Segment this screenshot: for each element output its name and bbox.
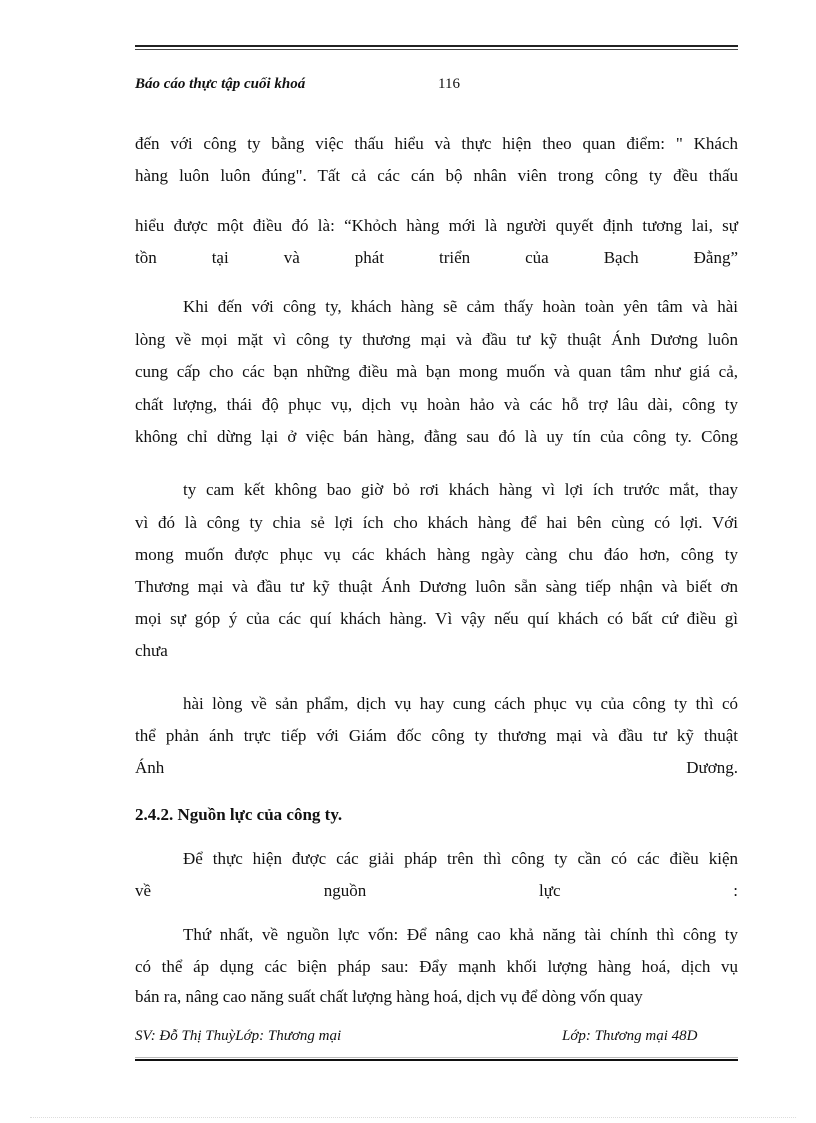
footer-rule-thin bbox=[135, 1057, 738, 1058]
page-number: 116 bbox=[438, 76, 460, 92]
footer-class: Lớp: Thương mại 48D bbox=[562, 1028, 698, 1044]
text-line: có thể áp dụng các biện pháp sau: Đẩy mạnh khối lượng hàng hoá, dịch vụ bbox=[135, 957, 738, 976]
text-line: Để thực hiện được các giải pháp trên thì công ty cần có các điều kiện bbox=[183, 849, 738, 868]
text-line: ty cam kết không bao giờ bỏ rơi khách hàng vì lợi ích trước mắt, thay bbox=[183, 480, 738, 499]
running-header-title: Báo cáo thực tập cuối khoá bbox=[135, 76, 306, 92]
text-line: lòng về mọi mặt vì công ty thương mại và đầu tư kỹ thuật Ánh Dương luôn bbox=[135, 330, 738, 349]
text-line: mong muốn được phục vụ các khách hàng ngày càng chu đáo hơn, công ty bbox=[135, 545, 738, 564]
header-rule-thin bbox=[135, 49, 738, 50]
text-line: hàng luôn luôn đúng". Tất cả các cán bộ nhân viên trong công ty đều thấu bbox=[135, 166, 738, 185]
text-line: tồn tại và phát triển của Bạch Đằng” bbox=[135, 248, 738, 267]
text-line: đến với công ty bằng việc thấu hiểu và thực hiện theo quan điểm: " Khách bbox=[135, 134, 738, 153]
section-heading: 2.4.2. Nguồn lực của công ty. bbox=[135, 805, 343, 824]
text-line: Khi đến với công ty, khách hàng sẽ cảm thấy hoàn toàn yên tâm và hài bbox=[183, 297, 738, 316]
text-line: chất lượng, thái độ phục vụ, dịch vụ hoàn hảo và các hỗ trợ lâu dài, công ty bbox=[135, 395, 738, 414]
text-line: về nguồn lực : bbox=[135, 881, 738, 900]
text-line: hài lòng về sản phẩm, dịch vụ hay cung cách phục vụ của công ty thì có bbox=[183, 694, 738, 713]
text-line: không chỉ dừng lại ở việc bán hàng, đằng sau đó là uy tín của công ty. Công bbox=[135, 427, 738, 446]
text-line: Thứ nhất, về nguồn lực vốn: Để nâng cao khả năng tài chính thì công ty bbox=[183, 925, 738, 944]
text-line: vì đó là công ty chia sẻ lợi ích cho khách hàng để hai bên cùng có lợi. Với bbox=[135, 513, 738, 532]
text-line: mọi sự góp ý của các quí khách hàng. Vì vậy nếu quí khách có bất cứ điều gì bbox=[135, 609, 738, 628]
text-line: cung cấp cho các bạn những điều mà bạn mong muốn và quan tâm như giá cả, bbox=[135, 362, 738, 381]
footer-student: SV: Đỗ Thị ThuỳLớp: Thương mại bbox=[135, 1028, 342, 1044]
text-line: thể phản ánh trực tiếp với Giám đốc công ty thương mại và đầu tư kỹ thuật bbox=[135, 726, 738, 745]
text-line: Ánh Dương. bbox=[135, 758, 738, 777]
page-edge bbox=[30, 1117, 796, 1118]
text-line: Thương mại và đầu tư kỹ thuật Ánh Dương luôn sẵn sàng tiếp nhận và biết ơn bbox=[135, 577, 738, 596]
text-line: bán ra, nâng cao năng suất chất lượng hàng hoá, dịch vụ để dòng vốn quay bbox=[135, 987, 643, 1006]
text-line: hiểu được một điều đó là: “Khỏch hàng mới là người quyết định tương lai, sự bbox=[135, 216, 738, 235]
footer-rule bbox=[135, 1059, 738, 1061]
header-rule bbox=[135, 45, 738, 47]
text-line: chưa bbox=[135, 641, 168, 660]
